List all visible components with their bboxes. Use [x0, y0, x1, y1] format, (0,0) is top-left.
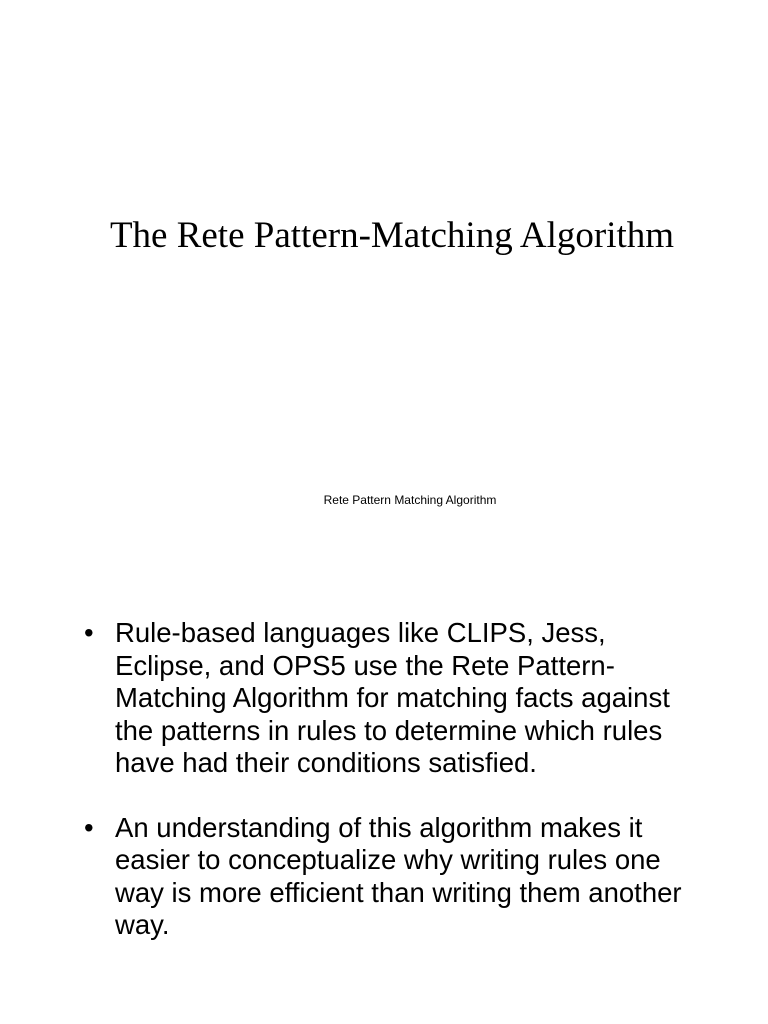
bullet-item-algorithm-understanding	[84, 812, 684, 942]
bullet-marker: •	[84, 617, 94, 648]
slide-title: The Rete Pattern-Matching Algorithm	[109, 215, 675, 256]
bullet-item-rule-based-languages	[84, 617, 684, 780]
bullet-text: An understanding of this algorithm makes it easier to conceptualize why writing rules one way is more efficient than writing them another way.	[115, 811, 682, 940]
bullet-marker: •	[84, 811, 94, 843]
bullet-text: Rule-based languages like CLIPS, Jess, Eclipse, and OPS5 use the Rete Pattern-Matching Algorithm for matching facts against the patterns in rules to determine which rules have had their conditions satisfied.	[115, 617, 670, 778]
slide-caption: Rete Pattern Matching Algorithm	[323, 493, 497, 507]
bullet-list	[84, 617, 684, 974]
